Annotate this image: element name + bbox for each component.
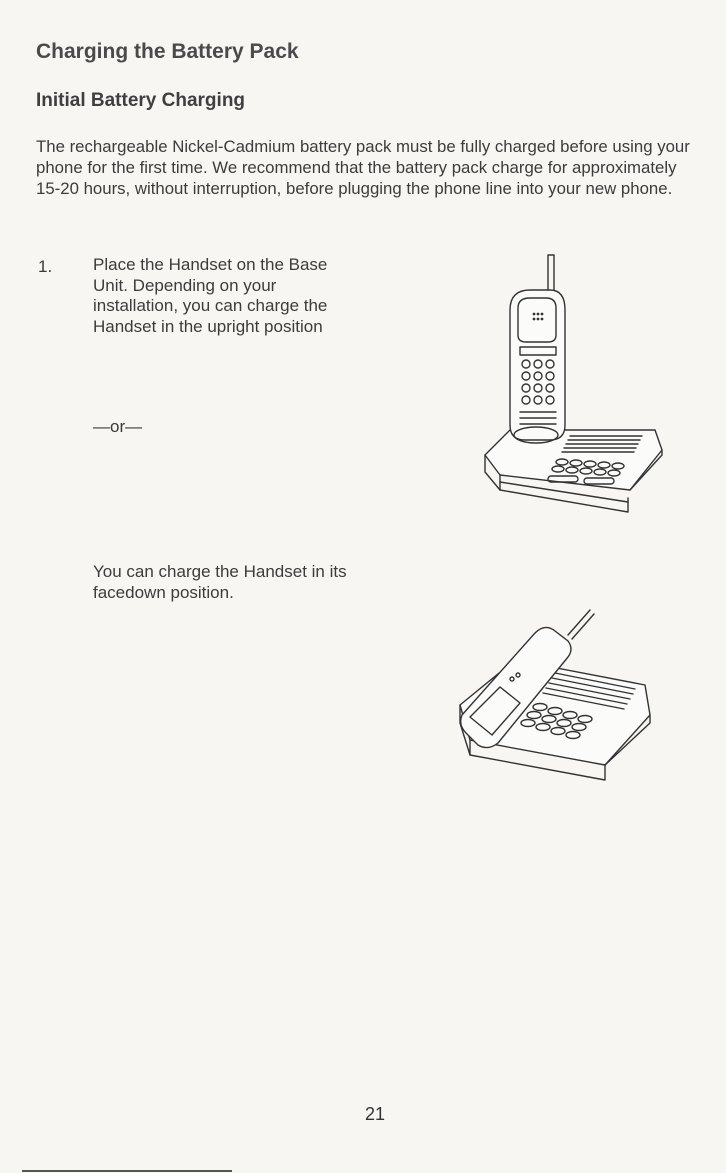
handset-facedown-illustration	[440, 605, 660, 790]
section-title: Charging the Battery Pack	[36, 40, 299, 63]
step-text: Place the Handset on the Base Unit. Depending on your installation, you can charge the Handset in the upright position	[93, 255, 328, 336]
subsection-title: Initial Battery Charging	[36, 90, 246, 111]
step-alt-text: You can charge the Handset in its facedown position.	[93, 562, 347, 602]
step-number: 1.	[38, 257, 53, 276]
or-separator: —or—	[93, 417, 143, 436]
intro-paragraph: The rechargeable Nickel-Cadmium battery pack must be fully charged before using your phone for the first time. We recommend that the battery pack charge for approximately 15-20 hours, without interruption, before plugging the phone line into your new phone.	[36, 137, 690, 198]
bottom-rule	[22, 1170, 232, 1172]
page-number: 21	[365, 1104, 386, 1124]
phone-facedown-icon	[440, 605, 660, 790]
handset-upright-illustration	[470, 250, 670, 530]
phone-upright-icon	[470, 250, 670, 530]
